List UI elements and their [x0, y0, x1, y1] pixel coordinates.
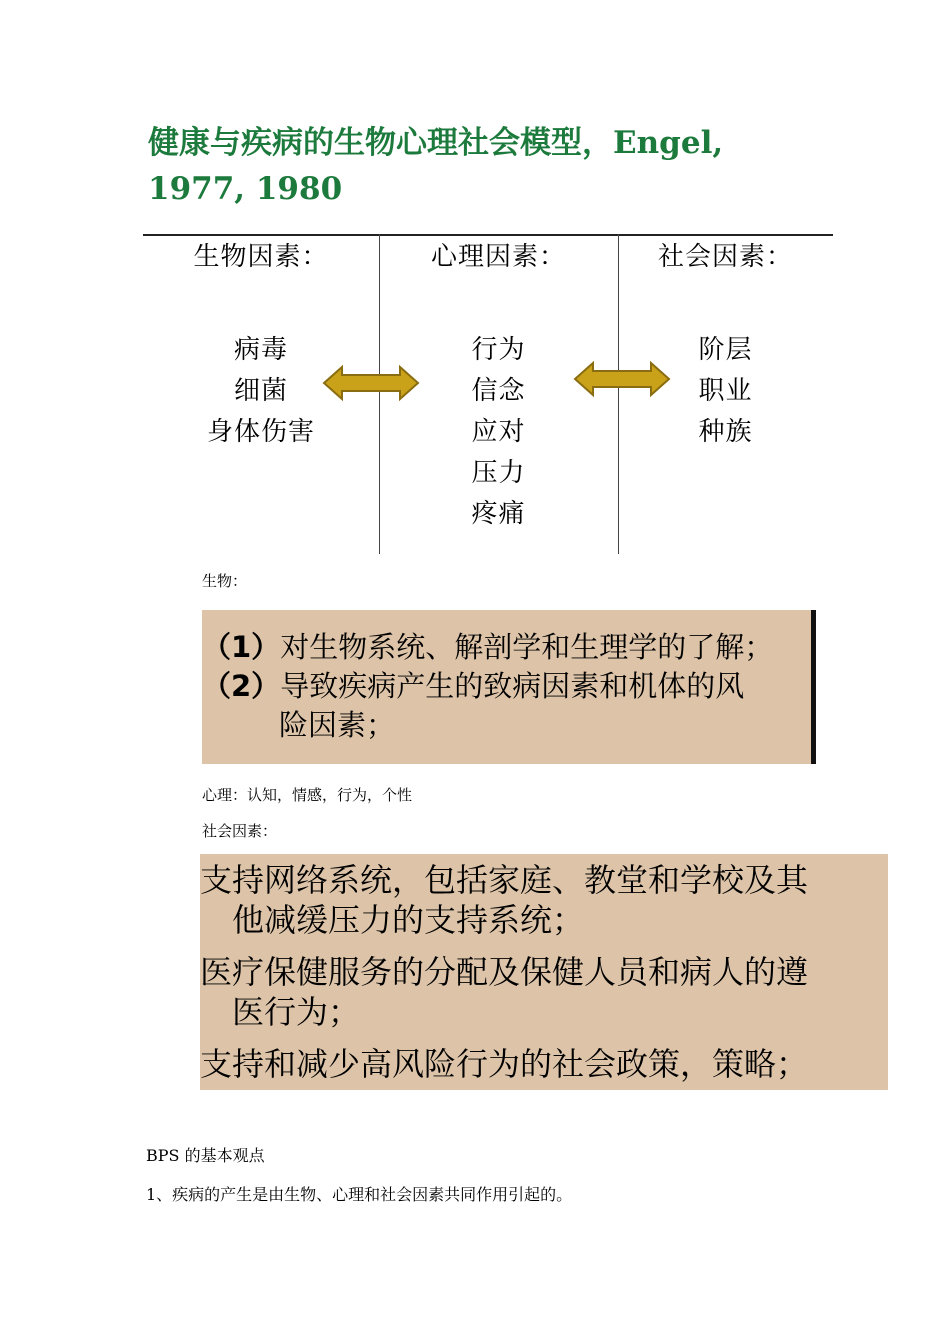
social-item: 职业 — [698, 376, 753, 406]
psychological-item: 应对 — [471, 417, 526, 447]
biology-point-1 — [202, 628, 811, 667]
social-point-2: 医疗保健服务的分配及保健人员和病人的遵 — [200, 953, 809, 991]
biological-item: 身体伤害 — [206, 417, 315, 447]
social-heading: 社会因素： — [657, 242, 793, 272]
point-number: （1） — [202, 630, 281, 664]
biological-item: 细菌 — [233, 376, 288, 406]
social-point-2-continuation: 医行为； — [232, 993, 361, 1031]
biology-box — [202, 610, 816, 764]
social-item: 阶层 — [698, 335, 753, 365]
biological-heading: 生物因素： — [193, 242, 329, 272]
biological-factors-column — [143, 234, 379, 453]
psychological-item: 压力 — [471, 458, 526, 488]
title-line-1: 健康与疾病的生物心理社会模型，Engel, — [148, 125, 724, 161]
psychological-item: 行为 — [471, 335, 526, 365]
double-arrow-icon — [573, 360, 671, 398]
page-title — [148, 120, 808, 212]
social-point-3: 支持和减少高风险行为的社会政策，策略； — [200, 1045, 809, 1083]
social-item: 种族 — [698, 417, 753, 447]
biology-point-2-continuation: 险因素； — [279, 708, 396, 742]
point-number: （2） — [202, 669, 281, 703]
biology-point-2 — [202, 667, 811, 706]
psychological-heading: 心理因素： — [430, 242, 566, 272]
social-point-1-continuation: 他减缓压力的支持系统； — [232, 901, 585, 939]
bps-point-1: 1、疾病的产生是由生物、心理和社会因素共同作用引起的。 — [146, 1185, 573, 1204]
point-text: 导致疾病产生的致病因素和机体的风 — [280, 669, 745, 703]
point-text: 对生物系统、解剖学和生理学的了解； — [280, 630, 774, 664]
title-line-2: 1977, 1980 — [148, 171, 343, 207]
bps-model-table — [143, 234, 833, 554]
biological-item: 病毒 — [233, 335, 288, 365]
psychological-item: 信念 — [471, 376, 526, 406]
double-arrow-icon — [322, 364, 420, 402]
bps-heading: BPS 的基本观点 — [146, 1146, 265, 1165]
social-factors-column — [618, 234, 833, 453]
social-point-1: 支持网络系统，包括家庭、教堂和学校及其 — [200, 861, 809, 899]
biology-label: 生物： — [202, 572, 248, 590]
social-label: 社会因素： — [202, 822, 278, 840]
psychology-label: 心理：认知，情感，行为，个性 — [202, 786, 413, 804]
social-box — [200, 854, 888, 1090]
psychological-item: 疼痛 — [471, 499, 526, 529]
